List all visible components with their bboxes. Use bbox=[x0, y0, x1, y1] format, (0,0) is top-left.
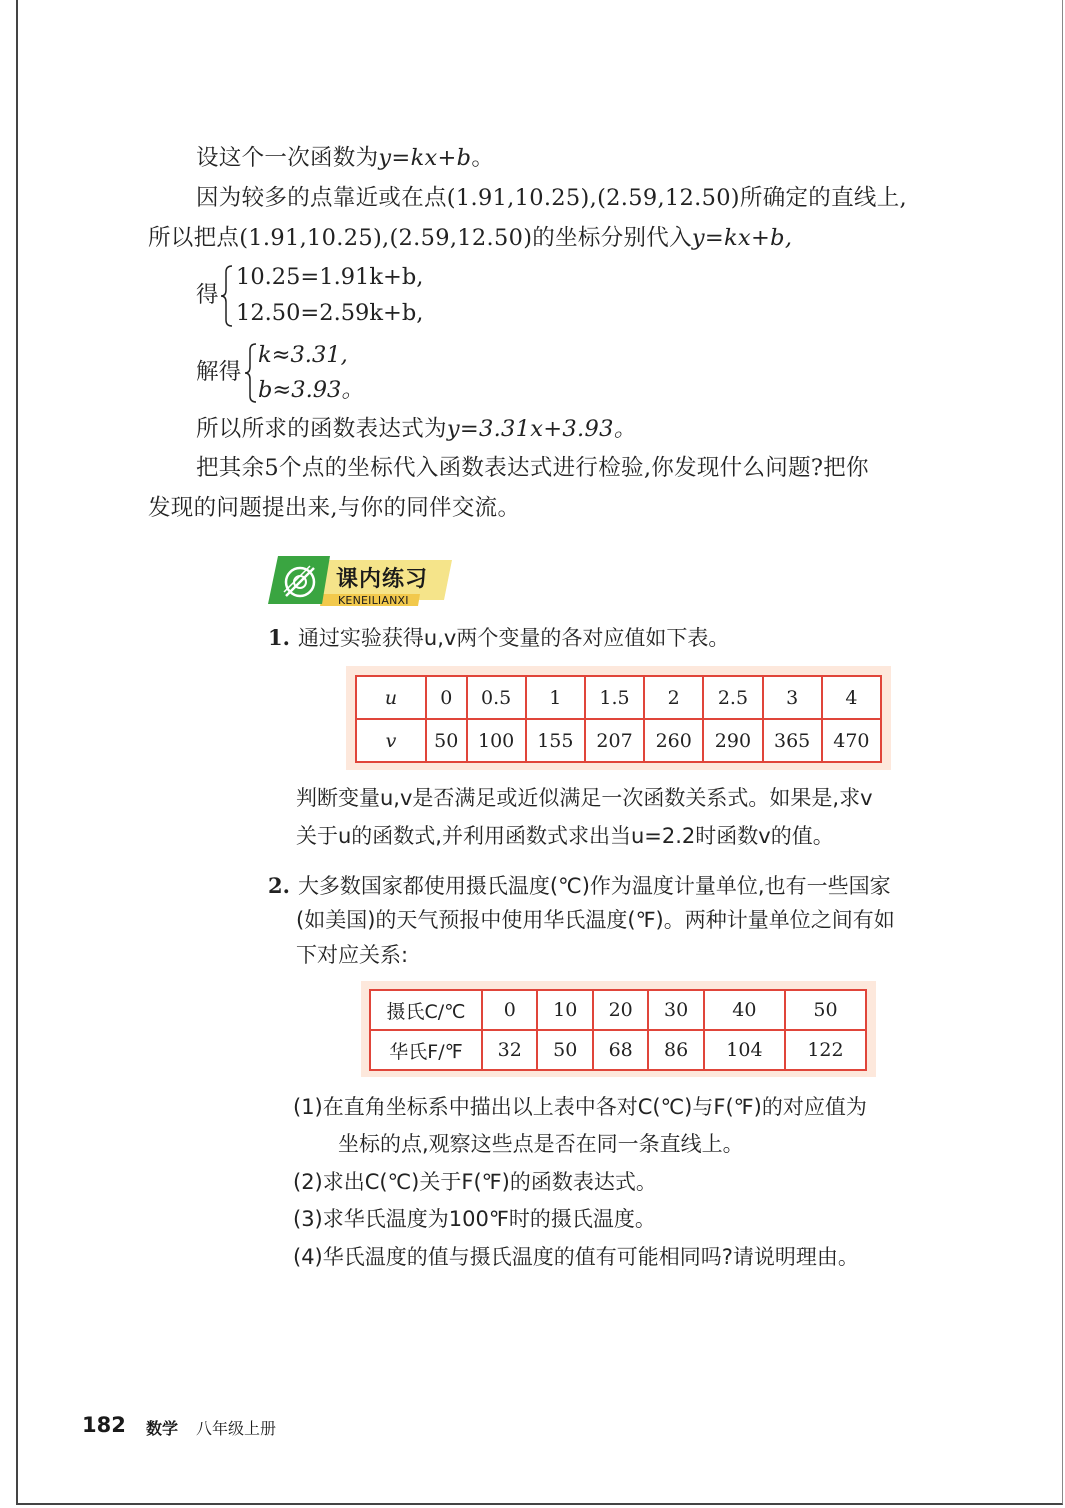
practice-banner bbox=[268, 556, 452, 610]
q2-sub-1a: (1)在直角坐标系中描出以上表中各对C(℃)与F(℉)的对应值为 bbox=[293, 1095, 867, 1119]
table-cell: 470 bbox=[822, 719, 881, 762]
text-line-1: 设这个一次函数为y=kx+b。 bbox=[196, 145, 495, 171]
left-brace bbox=[244, 342, 258, 404]
table-cell: 290 bbox=[703, 719, 762, 762]
solution-1: k≈3.31, bbox=[258, 342, 348, 368]
q2-sub-2: (2)求出C(℃)关于F(℉)的函数表达式。 bbox=[293, 1170, 657, 1194]
text-line-2: 因为较多的点靠近或在点(1.91,10.25),(2.59,12.50)所确定的直线上, bbox=[196, 185, 907, 211]
label-jiede: 解得 bbox=[196, 359, 242, 385]
q1-text: 1. 通过实验获得u,v两个变量的各对应值如下表。 bbox=[268, 625, 730, 650]
table-cell: 30 bbox=[648, 990, 703, 1030]
table-cell: 摄氏C/℃ bbox=[370, 990, 482, 1030]
table-cell: 0 bbox=[426, 676, 467, 719]
table-cell: 50 bbox=[537, 1030, 592, 1070]
table-cell: 50 bbox=[785, 990, 866, 1030]
table-cell: 100 bbox=[467, 719, 526, 762]
left-brace bbox=[220, 264, 234, 328]
q2-sub-3: (3)求华氏温度为100℉时的摄氏温度。 bbox=[293, 1207, 656, 1231]
table-cell: 20 bbox=[593, 990, 648, 1030]
table-cell: u bbox=[356, 676, 426, 719]
table-cell: 10 bbox=[537, 990, 592, 1030]
table-cell: 104 bbox=[704, 1030, 785, 1070]
table-cell: 2.5 bbox=[703, 676, 762, 719]
protractor-icon bbox=[280, 562, 320, 600]
table-cell: 3 bbox=[763, 676, 822, 719]
q2-sub-4: (4)华氏温度的值与摄氏温度的值有可能相同吗?请说明理由。 bbox=[293, 1245, 859, 1269]
q2-text-3: 下对应关系: bbox=[296, 943, 409, 967]
q1-table bbox=[355, 675, 882, 763]
table-cell: 2 bbox=[644, 676, 703, 719]
table-cell: 1 bbox=[526, 676, 585, 719]
equation-1: 10.25=1.91k+b, bbox=[236, 264, 424, 290]
table-cell: 365 bbox=[763, 719, 822, 762]
table-cell: 50 bbox=[426, 719, 467, 762]
table-cell: 4 bbox=[822, 676, 881, 719]
table-cell: 155 bbox=[526, 719, 585, 762]
banner-title: 课内练习 bbox=[336, 567, 429, 592]
table-cell: 32 bbox=[482, 1030, 537, 1070]
q2-table bbox=[369, 989, 867, 1071]
q2-sub-1b: 坐标的点,观察这些点是否在同一条直线上。 bbox=[338, 1132, 744, 1156]
text-check-1: 把其余5个点的坐标代入函数表达式进行检验,你发现什么问题?把你 bbox=[196, 455, 869, 481]
solution-2: b≈3.93。 bbox=[258, 377, 364, 403]
footer-grade: 八年级上册 bbox=[196, 1419, 277, 1438]
table-cell: v bbox=[356, 719, 426, 762]
equation-2: 12.50=2.59k+b, bbox=[236, 300, 424, 326]
q2-text-2: (如美国)的天气预报中使用华氏温度(℉)。两种计量单位之间有如 bbox=[296, 908, 895, 932]
table-cell: 0.5 bbox=[467, 676, 526, 719]
page-number: 182 bbox=[82, 1413, 126, 1437]
table-cell: 40 bbox=[704, 990, 785, 1030]
q1-after-1: 判断变量u,v是否满足或近似满足一次函数关系式。如果是,求v bbox=[296, 786, 873, 810]
table-cell: 260 bbox=[644, 719, 703, 762]
footer-subject: 数学 bbox=[146, 1419, 179, 1438]
table-cell: 207 bbox=[585, 719, 644, 762]
q1-after-2: 关于u的函数式,并利用函数式求出当u=2.2时函数v的值。 bbox=[296, 824, 834, 848]
text-line-3: 所以把点(1.91,10.25),(2.59,12.50)的坐标分别代入y=kx+b, bbox=[148, 225, 793, 251]
label-de: 得 bbox=[196, 282, 219, 308]
table-cell: 122 bbox=[785, 1030, 866, 1070]
table-cell: 华氏F/℉ bbox=[370, 1030, 482, 1070]
text-result: 所以所求的函数表达式为y=3.31x+3.93。 bbox=[196, 416, 637, 442]
table-cell: 68 bbox=[593, 1030, 648, 1070]
q2-text-1: 2. 大多数国家都使用摄氏温度(℃)作为温度计量单位,也有一些国家 bbox=[268, 873, 891, 898]
table-cell: 86 bbox=[648, 1030, 703, 1070]
table-cell: 1.5 bbox=[585, 676, 644, 719]
banner-subtitle: KENEILIANXI bbox=[338, 594, 409, 607]
text-check-2: 发现的问题提出来,与你的同伴交流。 bbox=[148, 495, 521, 521]
table-cell: 0 bbox=[482, 990, 537, 1030]
